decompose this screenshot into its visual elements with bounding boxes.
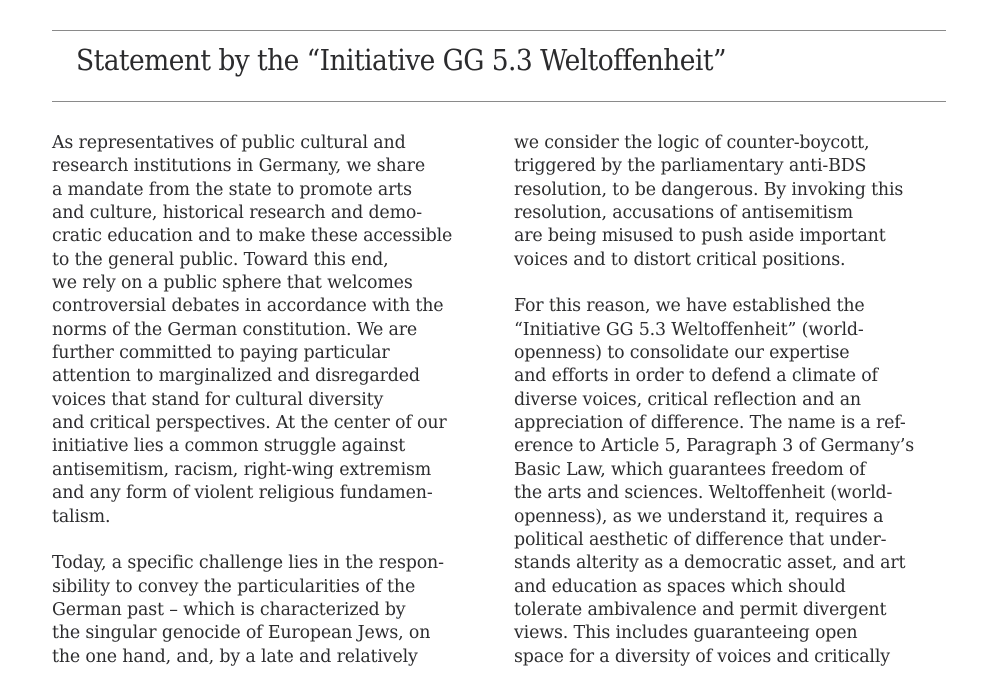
text-line: German past – which is characterized by (52, 599, 406, 620)
text-line: and any form of violent religious fundamen- (52, 483, 433, 504)
text-line: initiative lies a common struggle against (52, 436, 406, 457)
text-line: the one hand, and, by a late and relatively (52, 646, 418, 667)
text-line: openness) to consolidate our expertise (514, 343, 850, 364)
text-line: and critical perspectives. At the center of our (52, 413, 447, 434)
text-line: we consider the logic of counter-boycott, (514, 133, 870, 153)
text-line: and culture, historical research and demo- (52, 203, 422, 224)
text-line: and efforts in order to defend a climate of (514, 366, 878, 387)
text-line: openness), as we understand it, requires a (514, 506, 884, 527)
text-line: stands alterity as a democratic asset, and art (514, 553, 906, 574)
text-line: Basic Law, which guarantees freedom of (514, 459, 866, 480)
bottom-rule (52, 101, 946, 102)
text-line: talism. (52, 506, 111, 527)
text-line: sibility to convey the particularities of the (52, 576, 416, 597)
text-line: are being misused to push aside important (514, 226, 886, 247)
text-line: cratic education and to make these accessible (52, 226, 453, 247)
text-line: a mandate from the state to promote arts (52, 179, 412, 200)
text-line: Today, a specific challenge lies in the respon- (52, 553, 444, 574)
right-column (514, 132, 974, 692)
text-line: to the general public. Toward this end, (52, 249, 389, 270)
text-line: erence to Article 5, Paragraph 3 of Germany’s (514, 436, 915, 457)
text-line: the arts and sciences. Weltoffenheit (world- (514, 483, 893, 504)
text-line: norms of the German constitution. We are (52, 319, 418, 340)
text-line: controversial debates in accordance with the (52, 296, 444, 317)
text-line: the singular genocide of European Jews, on (52, 623, 431, 644)
text-line: For this reason, we have established the (514, 296, 865, 317)
text-line: resolution, accusations of antisemitism (514, 203, 853, 224)
paragraph-intro (52, 132, 502, 529)
text-line: space for a diversity of voices and critically (514, 646, 890, 667)
text-line: we rely on a public sphere that welcomes (52, 273, 413, 294)
text-line: triggered by the parliamentary anti-BDS (514, 156, 867, 177)
text-line: appreciation of difference. The name is a ref- (514, 413, 906, 434)
text-line: views. This includes guaranteeing open (514, 623, 858, 644)
text-line: political aesthetic of difference that under- (514, 529, 887, 550)
text-line: antisemitism, racism, right-wing extremism (52, 459, 432, 480)
left-column (52, 132, 502, 692)
page-title: Statement by the “Initiative GG 5.3 Weltoffenheit” (76, 44, 726, 77)
text-line: tolerate ambivalence and permit divergent (514, 599, 887, 620)
text-line: and education as spaces which should (514, 576, 846, 597)
text-line: diverse voices, critical reflection and an (514, 389, 861, 410)
text-line: further committed to paying particular (52, 343, 390, 364)
text-line: “Initiative GG 5.3 Weltoffenheit” (world- (514, 319, 864, 340)
text-line: As representatives of public cultural and (52, 133, 406, 153)
top-rule (52, 30, 946, 31)
paragraph-counter-boycott (514, 132, 974, 272)
text-line: resolution, to be dangerous. By invoking this (514, 179, 904, 200)
text-line: voices that stand for cultural diversity (52, 389, 384, 410)
text-line: voices and to distort critical positions. (514, 249, 846, 270)
text-line: research institutions in Germany, we share (52, 156, 425, 177)
paragraph-challenge (52, 552, 502, 669)
text-line: attention to marginalized and disregarded (52, 366, 420, 387)
paragraph-initiative (514, 295, 974, 669)
